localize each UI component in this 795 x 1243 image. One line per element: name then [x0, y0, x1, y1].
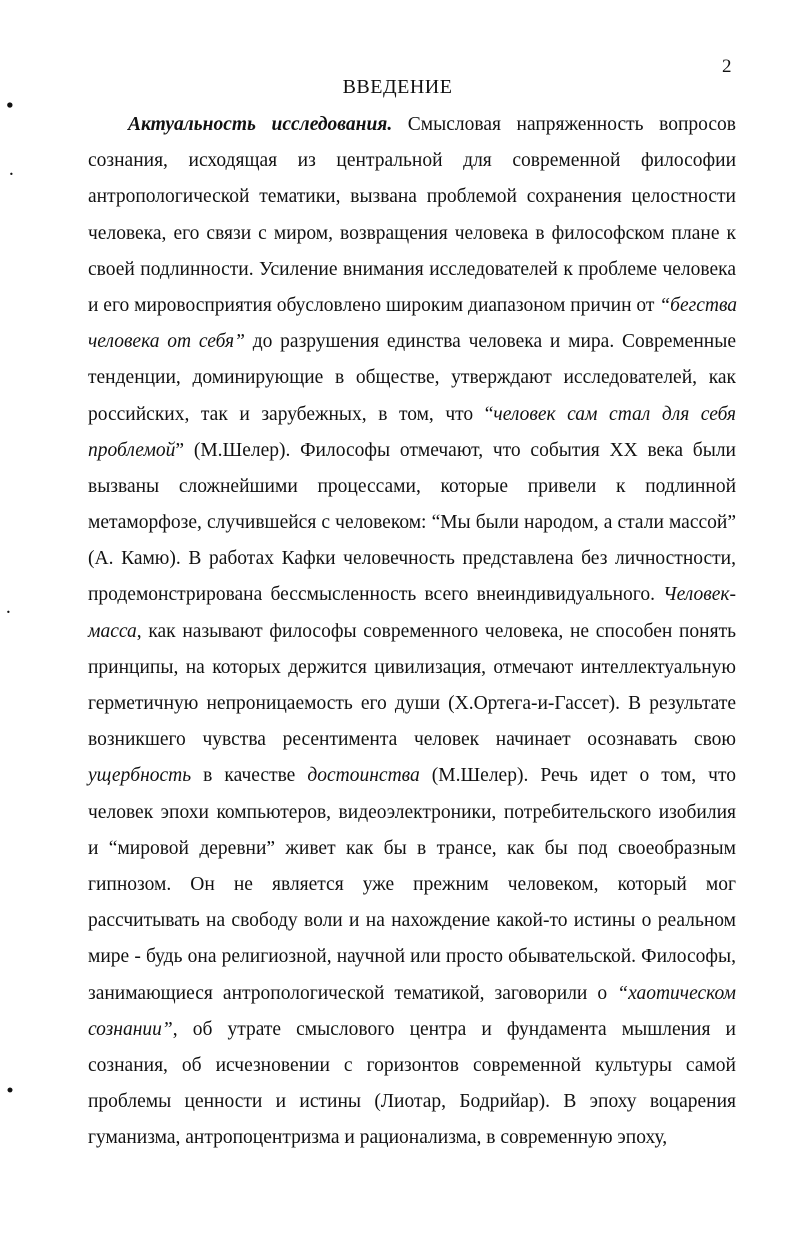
text-span: сознания, об исчезновении с горизонтов современной культуры самой: [88, 1054, 736, 1076]
emphasized-text: человека от себя”: [88, 331, 245, 353]
text-span: человека, его связи с миром, возвращения человека в философском плане к: [88, 222, 736, 244]
text-span: российских, так и зарубежных, в том, что “: [88, 403, 494, 425]
emphasized-text: масса: [88, 620, 137, 642]
text-line: [88, 758, 736, 794]
emphasized-text: ущербность: [88, 765, 192, 787]
text-span: вызваны сложнейшими процессами, которые привели к подлинной: [88, 475, 736, 497]
text-span: тенденции, доминирующие в обществе, утверждают исследователей, как: [88, 367, 736, 389]
text-span: гипнозом. Он не является уже прежним человеком, который мог: [88, 873, 736, 895]
text-line: [88, 577, 736, 613]
text-line: [88, 1084, 736, 1120]
text-span: в качестве: [191, 765, 308, 787]
text-line: [88, 867, 736, 903]
emphasized-text: “бегства: [659, 294, 738, 316]
text-span: (А. Камю). В работах Кафки человечность представлена без личностности,: [88, 548, 736, 570]
text-span: до разрушения единства человека и мира. Современные: [244, 331, 737, 353]
text-line: [88, 1012, 736, 1048]
text-line: [88, 179, 736, 215]
page-number: 2: [722, 56, 732, 77]
text-span: сознания, исходящая из центральной для современной философии: [88, 150, 736, 172]
text-span: антропологической тематики, вызвана проблемой сохранения целостности: [88, 186, 736, 208]
text-line: [88, 107, 736, 143]
text-line: [88, 1048, 736, 1084]
emphasized-text: сознании”: [88, 1018, 173, 1040]
emphasized-text: Человек-: [663, 584, 736, 606]
text-line: [88, 324, 736, 360]
text-line: [88, 143, 736, 179]
text-line: [88, 722, 736, 758]
emphasized-text: достоинства: [307, 765, 420, 787]
text-span: гуманизма, антропоцентризма и рационализма, в современную эпоху,: [88, 1127, 668, 1149]
text-line: [88, 505, 736, 541]
text-span: метаморфозе, случившейся с человеком: “Мы были народом, а стали массой”: [88, 512, 736, 534]
text-span: и “мировой деревни” живет как бы в трансе, как бы под своеобразным: [88, 837, 736, 859]
text-line: [88, 831, 736, 867]
text-span: и его мировосприятия обусловлено широким диапазоном причин от: [88, 294, 660, 316]
text-span: , как называют философы современного человека, не способен понять: [136, 620, 736, 642]
text-line: [88, 541, 736, 577]
text-line: [88, 650, 736, 686]
emphasized-text: “хаотическом: [617, 982, 736, 1004]
text-span: Смысловая напряженность вопросов: [392, 114, 736, 135]
text-line: [88, 795, 736, 831]
text-span: рассчитывать на свободу воли и на нахождение какой-то истины о реальном: [88, 910, 736, 932]
text-span: , об утрате смыслового центра и фундамента мышления и: [172, 1018, 736, 1040]
text-span: возникшего чувства ресентимента человек начинает осознавать свою: [88, 729, 736, 751]
text-span: (М.Шелер). Речь идет о том, что: [419, 765, 736, 787]
text-span: человек эпохи компьютеров, видеоэлектроники, потребительского изобилия: [88, 801, 736, 823]
emphasized-text: человек сам стал для себя: [493, 403, 736, 425]
text-span: герметичную непроницаемость его души (Х.Ортега-и-Гассет). В результате: [88, 693, 736, 714]
text-line: [88, 903, 736, 939]
text-line: [88, 288, 736, 324]
text-line: [88, 397, 736, 433]
text-span: занимающиеся антропологической тематикой, заговорили о: [88, 982, 618, 1004]
text-line: [88, 1120, 736, 1156]
text-span: ” (М.Шелер). Философы отмечают, что события XX века были: [175, 439, 736, 461]
text-line: [88, 216, 736, 252]
scan-artifact-dot: •: [6, 608, 11, 617]
emphasized-text: проблемой: [88, 439, 176, 461]
text-line: [88, 976, 736, 1012]
emphasized-text: Актуальность исследования.: [128, 114, 393, 135]
text-line: [88, 433, 736, 469]
text-span: мире - будь она религиозной, научной или просто обывательской. Философы,: [88, 946, 736, 968]
body-text: [88, 107, 736, 1156]
text-line: [88, 686, 736, 722]
text-line: [88, 469, 736, 505]
text-line: [88, 252, 736, 288]
text-span: проблемы ценности и истины (Лиотар, Бодрийар). В эпоху воцарения: [88, 1091, 736, 1113]
scan-artifact-dot: •: [9, 170, 14, 179]
scan-artifact-mark: •: [0, 100, 18, 110]
text-line: [88, 360, 736, 396]
text-span: своей подлинности. Усиление внимания исследователей к проблеме человека: [88, 258, 736, 280]
page-title: ВВЕДЕНИЕ: [342, 76, 453, 98]
text-line: [88, 939, 736, 975]
text-line: [88, 614, 736, 650]
text-span: принципы, на которых держится цивилизация, отмечают интеллектуальную: [88, 656, 736, 678]
scan-artifact-mark: •: [0, 1085, 17, 1095]
text-span: продемонстрирована бессмысленность всего внеиндивидуального.: [88, 584, 664, 606]
